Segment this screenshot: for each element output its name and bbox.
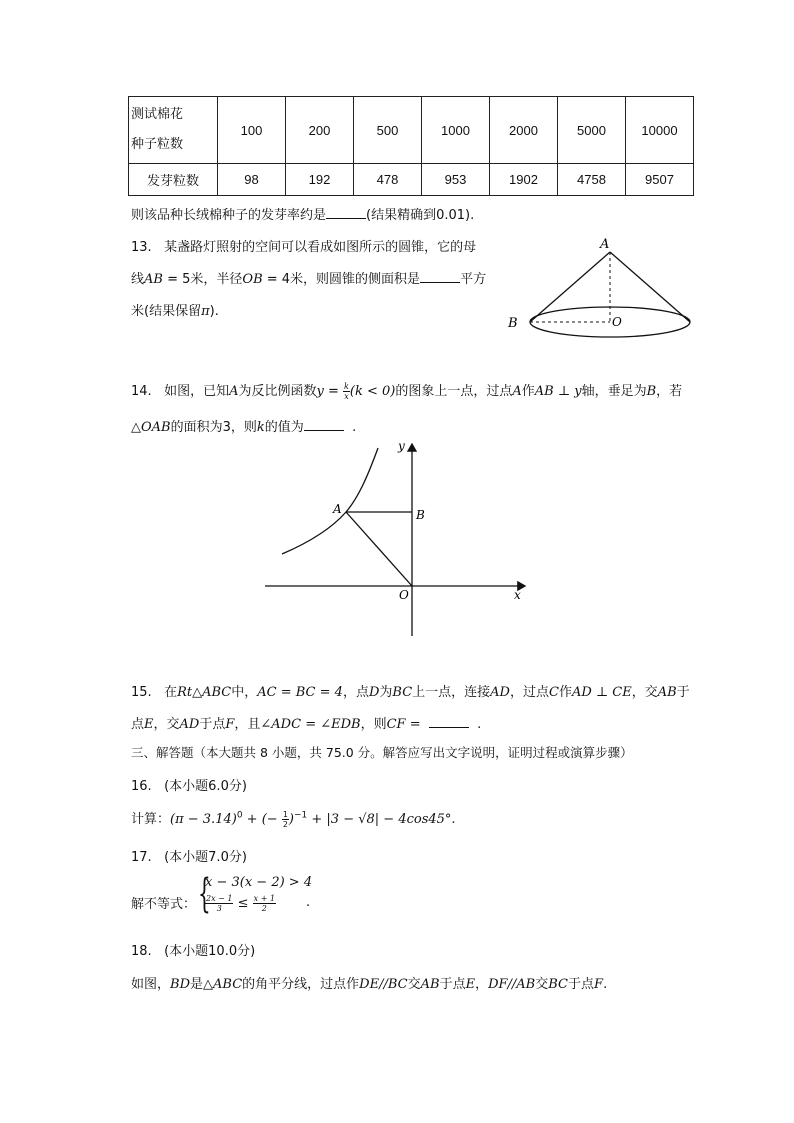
hyperbola-graph <box>260 436 535 641</box>
question-number: 16. <box>131 779 152 794</box>
q16-header: 16. (本小题6.0分) <box>131 779 247 794</box>
answer-blank[interactable] <box>429 715 469 728</box>
question-number: 15. <box>131 685 152 700</box>
q14-line-2: △OAB的面积为3，则k的值为 . <box>131 420 357 435</box>
fraction-k-over-x: $\frac{k}{x}$ <box>344 382 349 401</box>
cone-label-b: B <box>508 316 518 331</box>
fraction-one-half: $\frac{1}{2}$ <box>282 810 288 829</box>
table-cell: 5000 <box>558 97 626 164</box>
table-cell: 98 <box>218 164 286 196</box>
table-cell: 478 <box>354 164 422 196</box>
table-cell: 10000 <box>626 97 694 164</box>
question-number: 13. <box>131 240 152 255</box>
section-3-heading: 三、解答题（本大题共 8 小题，共 75.0 分。解答应写出文字说明，证明过程或演算步骤） <box>131 745 633 760</box>
table-cell: 192 <box>286 164 354 196</box>
header-line-2: 种子粒数 <box>131 137 184 152</box>
table-cell: 500 <box>354 97 422 164</box>
cone-figure <box>500 234 700 344</box>
cone-slant-left <box>530 252 610 322</box>
q18-statement: 如图，BD是△ABC的角平分线，过点作DE//BC交AB于点E，DF//AB交BC于点F. <box>131 977 608 992</box>
q15-line-2: 点E，交AD于点F，且∠ADC = ∠EDB，则CF = . <box>131 717 482 732</box>
q12-answer-line: 则该品种长绒棉种子的发芽率约是 (结果精确到0.01). <box>131 208 475 223</box>
cone-slant-right <box>610 252 690 322</box>
point-label-b: B <box>416 508 425 522</box>
table-cell: 4758 <box>558 164 626 196</box>
point-label-a: A <box>333 502 342 516</box>
point-label-o: O <box>399 588 409 602</box>
q17-header: 17. (本小题7.0分) <box>131 850 247 865</box>
table-row <box>129 97 694 164</box>
segment-ao <box>346 512 412 586</box>
fraction-x-1-over-2: $\frac{x + 1}{2}$ <box>253 894 276 913</box>
inequality-1: x − 3(x − 2) > 4 <box>205 875 313 890</box>
q15-line-1: 15. 在Rt△ABC中，AC = BC = 4，点D为BC上一点，连接AD，过点C作AD ⊥ CE，交AB于 <box>131 685 690 700</box>
answer-blank[interactable] <box>420 270 460 283</box>
question-number: 17. <box>131 850 152 865</box>
inequality-2: $\frac{2x - 1}{3}$ ≤ $\frac{x + 1}{2}$ <box>206 894 276 913</box>
table-cell: 1902 <box>490 164 558 196</box>
table-header-cell <box>129 97 218 164</box>
q17-period: . <box>306 895 311 910</box>
q13-line-3: 米(结果保留π). <box>131 304 219 319</box>
hyperbola-curve <box>282 448 378 554</box>
table-cell: 200 <box>286 97 354 164</box>
axis-label-x: x <box>514 588 521 602</box>
cone-label-o: O <box>612 315 622 329</box>
q16-expression: 计算：$(\pi - 3.14)^0$ + (− $\frac{1}{2}$ )$^{-1}$ + |3 − √8| − 4cos45°. <box>131 810 456 829</box>
table-cell: 953 <box>422 164 490 196</box>
table-cell: 2000 <box>490 97 558 164</box>
table-cell: 1000 <box>422 97 490 164</box>
germination-table <box>128 96 694 196</box>
question-number: 14. <box>131 384 152 399</box>
axis-label-y: y <box>398 439 405 453</box>
cone-label-a: A <box>600 237 610 252</box>
q17-label: 解不等式： <box>131 897 197 912</box>
fraction-2x-1-over-3: $\frac{2x - 1}{3}$ <box>206 894 233 913</box>
table-row-label: 发芽粒数 <box>129 164 218 196</box>
answer-blank[interactable] <box>304 418 344 431</box>
header-line-1: 测试棉花 <box>131 107 184 122</box>
table-cell: 9507 <box>626 164 694 196</box>
q13-line-2: 线AB = 5米，半径OB = 4米，则圆锥的侧面积是 平方 <box>131 272 487 287</box>
q14-line-1: 14. 如图，已知A为反比例函数y = $\frac{k}{x}$ (k < 0)的图象上一点，过点A作AB ⊥ y轴，垂足为B，若 <box>131 382 683 401</box>
q18-header: 18. (本小题10.0分) <box>131 944 256 959</box>
question-number: 18. <box>131 944 152 959</box>
table-cell: 100 <box>218 97 286 164</box>
q13-line-1: 13. 某盏路灯照射的空间可以看成如图所示的圆锥，它的母 <box>131 240 477 255</box>
system-brace: { <box>198 871 211 917</box>
table-row <box>129 164 694 196</box>
answer-blank[interactable] <box>326 206 366 219</box>
